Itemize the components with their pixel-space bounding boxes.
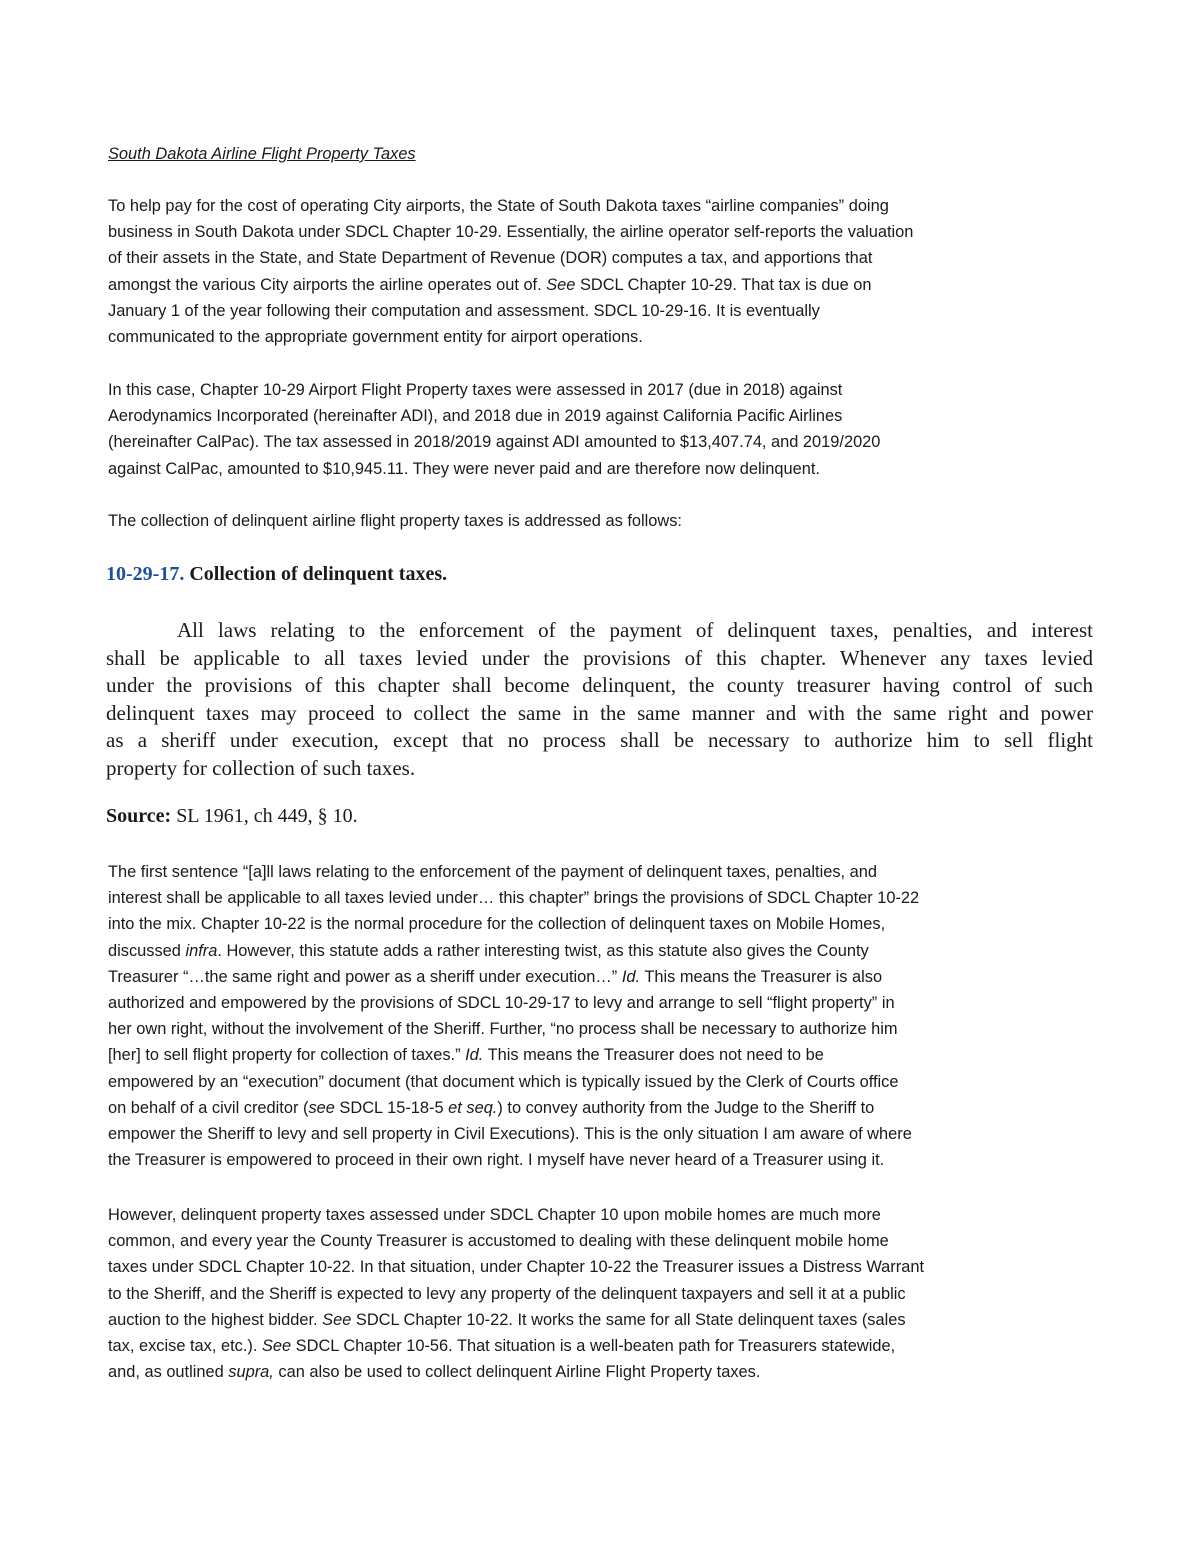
text-run: [her] to sell flight property for collection of taxes.” xyxy=(108,1046,466,1065)
text-run: her own right, without the involvement of the Sheriff. Further, “no process shall be necessary to authorize him xyxy=(108,1020,898,1039)
text-run: authorized and empowered by the provisions of SDCL 10-29-17 to levy and arrange to sell “flight property” in xyxy=(108,994,895,1013)
text-line xyxy=(108,1359,1108,1385)
text-line xyxy=(108,911,1108,937)
text-run: SDCL Chapter 10-29. That tax is due on xyxy=(575,275,872,294)
text-line xyxy=(108,1333,1108,1359)
text-line xyxy=(108,1228,1108,1254)
text-line xyxy=(108,298,1108,324)
italic-run: See xyxy=(322,1310,352,1329)
italic-run: supra, xyxy=(228,1363,274,1382)
text-run: empowered by an “execution” document (that document which is typically issued by the Clerk of Courts office xyxy=(108,1072,899,1091)
text-line xyxy=(108,324,1108,350)
text-run: to the Sheriff, and the Sheriff is expected to levy any property of the delinquent taxpayers and sell it at a public xyxy=(108,1284,906,1303)
statute-text xyxy=(106,617,1093,782)
text-line xyxy=(108,1254,1108,1280)
text-run: amongst the various City airports the airline operates out of. xyxy=(108,275,547,294)
document-heading: South Dakota Airline Flight Property Taxes xyxy=(108,145,416,163)
source-label: Source: xyxy=(106,805,172,827)
text-line xyxy=(108,429,1108,455)
text-run: (hereinafter CalPac). The tax assessed in 2018/2019 against ADI amounted to $13,407.74, and 2019/2020 xyxy=(108,433,881,452)
text-run: and, as outlined xyxy=(108,1363,229,1382)
statute-line: property for collection of such taxes. xyxy=(106,755,416,780)
statute-title: Collection of delinquent taxes. xyxy=(189,563,448,585)
text-run: communicated to the appropriate government entity for airport operations. xyxy=(108,328,643,347)
text-line xyxy=(108,1016,1108,1042)
paragraph-transition: The collection of delinquent airline flight property taxes is addressed as follows: xyxy=(108,512,682,530)
text-run: ) to convey authority from the Judge to the Sheriff to xyxy=(497,1098,875,1117)
statute-line: delinquent taxes may proceed to collect the same in the same manner and with the same right and power xyxy=(106,700,1093,725)
statute-line: shall be applicable to all taxes levied under the provisions of this chapter. Whenever any taxes levied xyxy=(106,645,1093,670)
text-run: Aerodynamics Incorporated (hereinafter ADI), and 2018 due in 2019 against California Pacific Airlines xyxy=(108,407,843,426)
text-line xyxy=(108,1202,1108,1228)
text-run: . However, this statute adds a rather interesting twist, as this statute also gives the County xyxy=(217,941,869,960)
text-run: SDCL Chapter 10-22. It works the same for all State delinquent taxes (sales xyxy=(351,1310,906,1329)
text-run: the Treasurer is empowered to proceed in their own right. I myself have never heard of a Treasurer using it. xyxy=(108,1151,885,1170)
text-line xyxy=(108,1095,1108,1121)
text-line xyxy=(108,1147,1108,1173)
statute-line: under the provisions of this chapter shall become delinquent, the county treasurer having control of such xyxy=(106,673,1093,697)
text-run: January 1 of the year following their computation and assessment. SDCL 10-29-16. It is eventually xyxy=(108,301,820,320)
text-line xyxy=(108,377,1108,403)
paragraph-mobile-homes xyxy=(108,1202,1108,1385)
statute-heading xyxy=(106,563,447,586)
italic-run: Id. xyxy=(621,967,641,986)
paragraph-intro xyxy=(108,193,1108,350)
text-line xyxy=(108,964,1108,990)
text-run: To help pay for the cost of operating City airports, the State of South Dakota taxes “airline companies” doing xyxy=(108,197,889,215)
text-line xyxy=(108,1281,1108,1307)
text-run: can also be used to collect delinquent Airline Flight Property taxes. xyxy=(273,1363,761,1382)
text-line xyxy=(108,1307,1108,1333)
text-line xyxy=(108,1121,1108,1147)
italic-run: infra xyxy=(185,941,218,960)
text-line xyxy=(108,456,1108,482)
text-line xyxy=(108,403,1108,429)
text-run: This means the Treasurer does not need to be xyxy=(483,1046,824,1065)
text-run: taxes under SDCL Chapter 10-22. In that situation, under Chapter 10-22 the Treasurer issues a Distress Warrant xyxy=(108,1258,924,1277)
paragraph-analysis xyxy=(108,859,1108,1173)
text-run: discussed xyxy=(108,941,186,960)
text-line xyxy=(108,219,1108,245)
text-line xyxy=(108,1042,1108,1068)
text-run: business in South Dakota under SDCL Chapter 10-29. Essentially, the airline operator self-reports the valuation xyxy=(108,223,914,242)
text-run: tax, excise tax, etc.). xyxy=(108,1337,262,1356)
text-run: of their assets in the State, and State Department of Revenue (DOR) computes a tax, and apportions that xyxy=(108,249,873,268)
statute-source xyxy=(106,805,358,828)
italic-run: See xyxy=(261,1337,292,1356)
text-run: SDCL 15-18-5 xyxy=(334,1098,449,1117)
italic-run: see xyxy=(308,1098,335,1117)
statute-line: All laws relating to the enforcement of the payment of delinquent taxes, penalties, and interest xyxy=(177,618,1093,642)
text-line xyxy=(108,245,1108,271)
text-run: auction to the highest bidder. xyxy=(108,1310,323,1329)
text-line xyxy=(108,885,1108,911)
italic-run: Id. xyxy=(465,1046,484,1065)
text-run: common, and every year the County Treasurer is accustomed to dealing with these delinquent mobile home xyxy=(108,1232,889,1251)
text-line xyxy=(108,272,1108,298)
text-line xyxy=(108,990,1108,1016)
text-run: on behalf of a civil creditor ( xyxy=(108,1098,309,1117)
text-run: SDCL Chapter 10-56. That situation is a well-beaten path for Treasurers statewide, xyxy=(291,1337,896,1356)
text-run: empower the Sheriff to levy and sell property in Civil Executions). This is the only situation I am aware of where xyxy=(108,1125,912,1144)
text-run: In this case, Chapter 10-29 Airport Flight Property taxes were assessed in 2017 (due in 2018) against xyxy=(108,381,843,399)
statute-line: as a sheriff under execution, except that no process shall be necessary to authorize him to sell flight xyxy=(106,728,1093,752)
text-line xyxy=(108,193,1108,219)
text-run: However, delinquent property taxes assessed under SDCL Chapter 10 upon mobile homes are much more xyxy=(108,1206,881,1224)
text-run: Treasurer “…the same right and power as a sheriff under execution…” xyxy=(108,967,622,986)
text-run: The first sentence “[a]ll laws relating to the enforcement of the payment of delinquent taxes, penalties, and xyxy=(108,863,877,881)
text-run: This means the Treasurer is also xyxy=(640,967,883,986)
italic-run: See xyxy=(546,275,576,294)
paragraph-case-facts xyxy=(108,377,1108,482)
source-text: SL 1961, ch 449, § 10. xyxy=(171,805,358,827)
text-line xyxy=(108,1069,1108,1095)
text-line xyxy=(108,938,1108,964)
text-run: interest shall be applicable to all taxes levied under… this chapter” brings the provisions of SDCL Chapter 10-22 xyxy=(108,889,920,908)
text-line xyxy=(108,859,1108,885)
italic-run: et seq. xyxy=(448,1098,498,1117)
text-run: into the mix. Chapter 10-22 is the normal procedure for the collection of delinquent taxes on Mobile Homes, xyxy=(108,915,886,934)
text-run: against CalPac, amounted to $10,945.11. They were never paid and are therefore now delinquent. xyxy=(108,459,820,478)
statute-number: 10-29-17. xyxy=(106,563,185,585)
